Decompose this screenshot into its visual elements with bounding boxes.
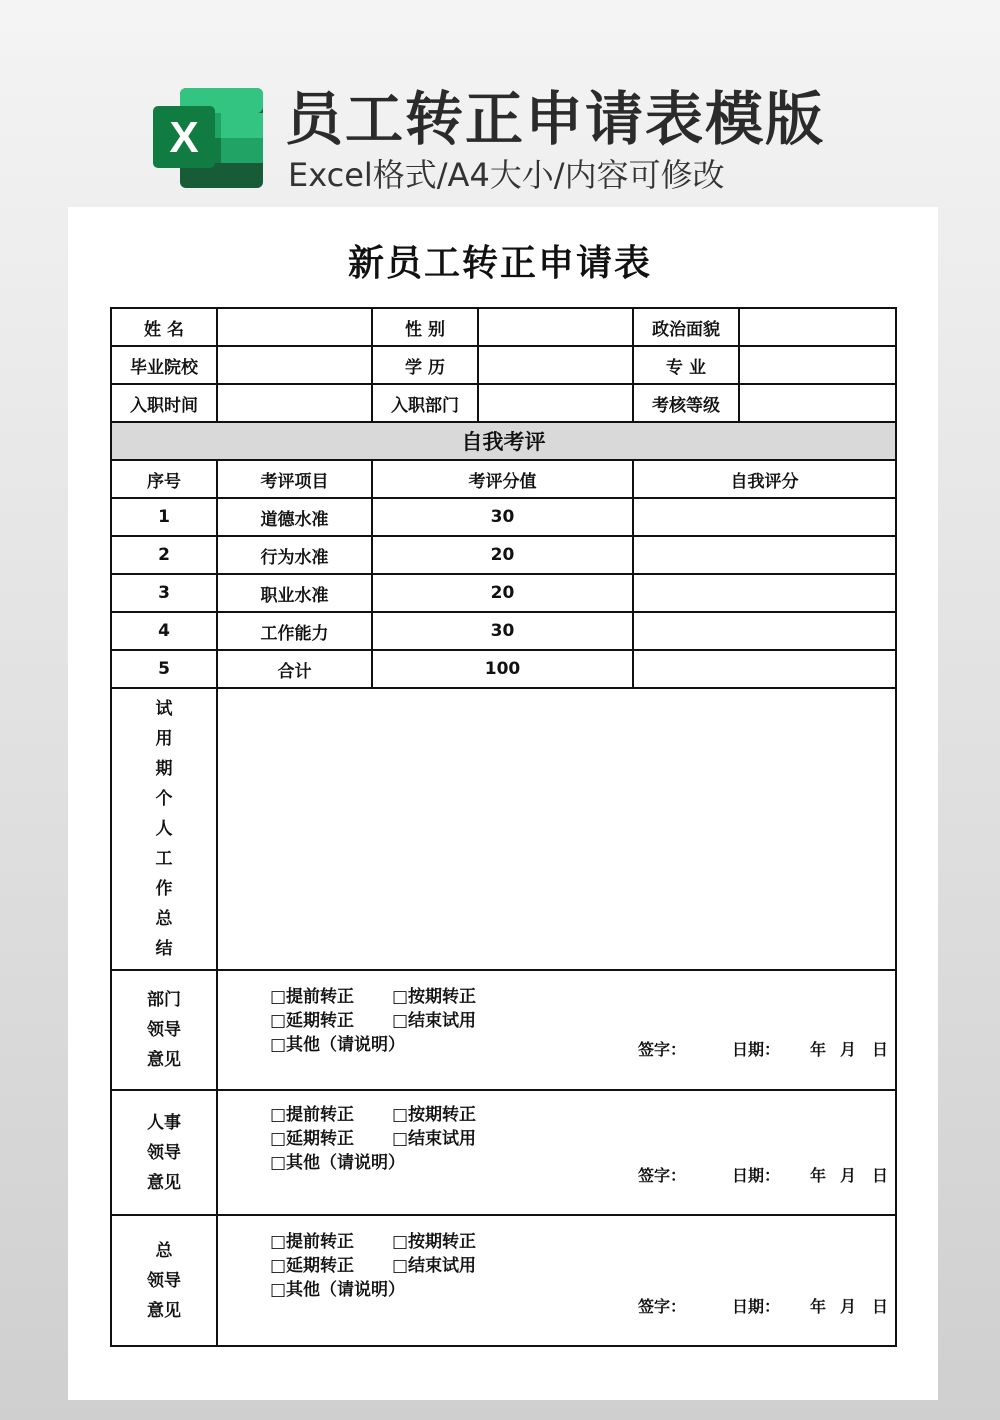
opinion-label-department: 部门 领导 意见 (111, 970, 217, 1090)
year-label: 年 (810, 1166, 827, 1185)
table-row (111, 650, 896, 688)
label-assessment-grade: 考核等级 (633, 384, 739, 422)
row-item: 职业水准 (217, 574, 372, 612)
field-department[interactable] (478, 384, 633, 422)
option-on-time[interactable]: □按期转正 (392, 987, 477, 1007)
row-score: 30 (372, 612, 633, 650)
row-item: 工作能力 (217, 612, 372, 650)
field-hire-date[interactable] (217, 384, 372, 422)
row-self-score[interactable] (633, 650, 896, 688)
table-row (111, 498, 896, 536)
col-header-score: 考评分值 (372, 460, 633, 498)
table-row (111, 612, 896, 650)
table-row (111, 574, 896, 612)
option-extend[interactable]: □延期转正 (270, 1011, 355, 1031)
signature-line (638, 1294, 888, 1317)
row-self-score[interactable] (633, 612, 896, 650)
row-self-score[interactable] (633, 536, 896, 574)
col-header-index: 序号 (111, 460, 217, 498)
document-title: 新员工转正申请表 (347, 243, 652, 284)
year-label: 年 (810, 1297, 827, 1316)
option-other[interactable]: □其他（请说明） (270, 1280, 406, 1300)
option-list (270, 1230, 476, 1302)
option-end-trial[interactable]: □结束试用 (392, 1256, 477, 1276)
option-early[interactable]: □提前转正 (270, 987, 355, 1007)
option-end-trial[interactable]: □结束试用 (392, 1129, 477, 1149)
label-hire-date: 入职时间 (111, 384, 217, 422)
row-item: 行为水准 (217, 536, 372, 574)
application-form-table (110, 307, 897, 1347)
signature-label: 签字： (638, 1040, 687, 1059)
label-education: 学 历 (372, 346, 478, 384)
row-self-score[interactable] (633, 498, 896, 536)
banner-title: 员工转正申请表模版 (285, 85, 826, 153)
field-school[interactable] (217, 346, 372, 384)
field-assessment-grade[interactable] (739, 384, 896, 422)
row-index: 3 (111, 574, 217, 612)
summary-label: 试 用 期 个 人 工 作 总 结 (111, 688, 217, 970)
self-eval-header-row (111, 460, 896, 498)
date-label: 日期： (732, 1166, 781, 1185)
info-row (111, 346, 896, 384)
label-name: 姓 名 (111, 308, 217, 346)
option-extend[interactable]: □延期转正 (270, 1256, 355, 1276)
option-on-time[interactable]: □按期转正 (392, 1105, 477, 1125)
day-label: 日 (872, 1040, 889, 1059)
col-header-self-score: 自我评分 (633, 460, 896, 498)
row-index: 5 (111, 650, 217, 688)
opinion-row-hr (111, 1090, 896, 1215)
option-early[interactable]: □提前转正 (270, 1105, 355, 1125)
opinion-field-department[interactable] (217, 970, 896, 1090)
date-label: 日期： (732, 1040, 781, 1059)
option-end-trial[interactable]: □结束试用 (392, 1011, 477, 1031)
field-gender[interactable] (478, 308, 633, 346)
row-score: 100 (372, 650, 633, 688)
label-gender: 性 别 (372, 308, 478, 346)
col-header-item: 考评项目 (217, 460, 372, 498)
self-eval-heading: 自我考评 (111, 422, 896, 460)
row-index: 1 (111, 498, 217, 536)
info-row (111, 308, 896, 346)
day-label: 日 (872, 1166, 889, 1185)
label-department: 入职部门 (372, 384, 478, 422)
table-row (111, 536, 896, 574)
day-label: 日 (872, 1297, 889, 1316)
banner-subtitle: Excel格式/A4大小/内容可修改 (288, 156, 725, 194)
row-self-score[interactable] (633, 574, 896, 612)
row-score: 30 (372, 498, 633, 536)
row-index: 2 (111, 536, 217, 574)
row-item: 道德水准 (217, 498, 372, 536)
option-list (270, 985, 476, 1057)
option-other[interactable]: □其他（请说明） (270, 1035, 406, 1055)
year-label: 年 (810, 1040, 827, 1059)
month-label: 月 (840, 1166, 857, 1185)
summary-field[interactable] (217, 688, 896, 970)
row-item: 合计 (217, 650, 372, 688)
opinion-field-general[interactable] (217, 1215, 896, 1346)
signature-label: 签字： (638, 1166, 687, 1185)
label-school: 毕业院校 (111, 346, 217, 384)
row-score: 20 (372, 536, 633, 574)
opinion-label-hr: 人事 领导 意见 (111, 1090, 217, 1215)
opinion-field-hr[interactable] (217, 1090, 896, 1215)
date-label: 日期： (732, 1297, 781, 1316)
excel-logo-letter: X (169, 113, 199, 162)
option-on-time[interactable]: □按期转正 (392, 1232, 477, 1252)
field-political-status[interactable] (739, 308, 896, 346)
option-extend[interactable]: □延期转正 (270, 1129, 355, 1149)
opinion-label-general: 总 领导 意见 (111, 1215, 217, 1346)
summary-row (111, 688, 896, 970)
month-label: 月 (840, 1040, 857, 1059)
label-political-status: 政治面貌 (633, 308, 739, 346)
option-other[interactable]: □其他（请说明） (270, 1153, 406, 1173)
field-name[interactable] (217, 308, 372, 346)
month-label: 月 (840, 1297, 857, 1316)
opinion-row-department (111, 970, 896, 1090)
row-score: 20 (372, 574, 633, 612)
option-early[interactable]: □提前转正 (270, 1232, 355, 1252)
label-major: 专 业 (633, 346, 739, 384)
field-education[interactable] (478, 346, 633, 384)
row-index: 4 (111, 612, 217, 650)
signature-line (638, 1163, 888, 1186)
option-list (270, 1103, 476, 1175)
field-major[interactable] (739, 346, 896, 384)
banner (0, 0, 1000, 205)
signature-line (638, 1037, 888, 1060)
signature-label: 签字： (638, 1297, 687, 1316)
opinion-row-general (111, 1215, 896, 1346)
excel-logo-icon (153, 88, 263, 188)
info-row (111, 384, 896, 422)
